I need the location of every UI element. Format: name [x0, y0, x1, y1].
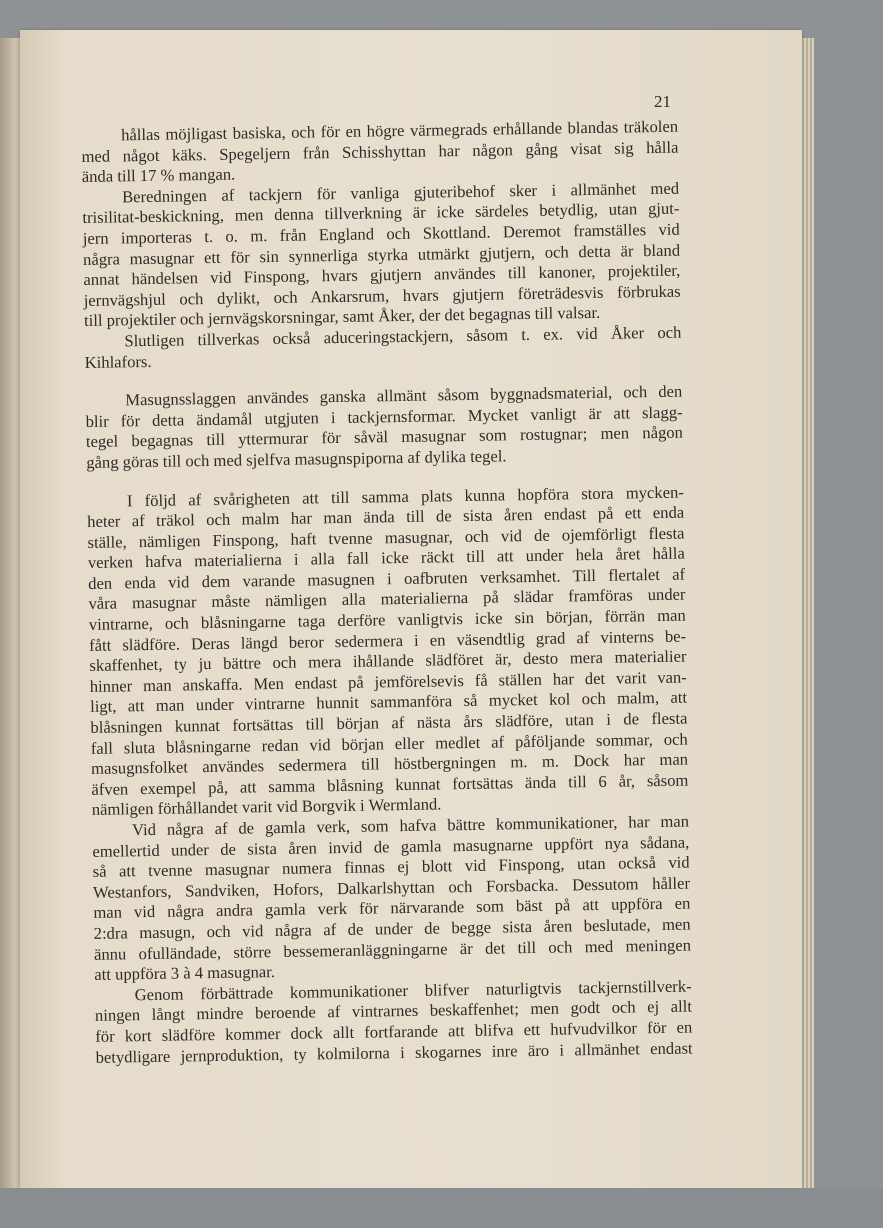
text-line: vintrarne, och blåsningarne taga derföre vanligtvis icke sin början, förrän man — [88, 605, 686, 634]
text-line: med något käks. Spegeljern från Schisshyttan har någon gång visat sig hålla — [81, 137, 679, 166]
text-line: äfven exempel på, att samma blåsning kunnat fortsättas ända till 6 år, såsom — [91, 770, 689, 799]
text-line: Vid några af de gamla verk, som hafva bättre kommunikationer, har man — [131, 811, 690, 840]
text-line: ännu ofulländade, större bessemeranläggningarne är det till och med meningen — [93, 935, 692, 964]
text-line: blir för detta ändamål utgjuten i tackjernsformar. Mycket vanligt är att slagg- — [85, 402, 683, 431]
page-number: 21 — [654, 92, 671, 111]
text-line: Masugnsslaggen användes ganska allmänt såsom byggnadsmaterial, och den — [125, 381, 683, 410]
text-line: jernvägshjul och dylikt, och Ankarsrum, hvars gjutjern företrädesvis förbrukas — [83, 281, 681, 310]
text-line: nämligen förhållandet varit vid Borgvik i Wermland. — [91, 794, 442, 820]
text-line: ningen långt mindre beroende af vintrarnes beskaffenhet; men godt och ej allt — [94, 996, 693, 1026]
text-line: 2:dra masugn, och vid några af de under de begge sista åren beslutade, men — [93, 914, 691, 943]
text-line: fall sluta blåsningarne redan vid början eller medlet af påföljande sommar, och — [90, 729, 688, 758]
text-line: Slutligen tillverkas också aduceringstackjern, såsom t. ex. vid Åker och — [124, 322, 682, 351]
text-line: heter af träkol och malm har man ända till de sista åren endast på ett enda — [87, 502, 685, 532]
text-line: den enda vid dem varande masugnen i oafbruten verksamhet. Till flertalet af — [88, 564, 686, 593]
text-line: fått slädföre. Deras längd beror sedermera i en väsendtlig grad af vinterns be- — [89, 626, 687, 655]
text-line: Kihlafors. — [84, 351, 152, 372]
text-line: hinner man anskaffa. Men endast på jemförelsevis få ställen har det varit van- — [89, 667, 687, 696]
book-page — [20, 30, 802, 1188]
text-line: några masugnar ett för sin synnerliga styrka utmärkt gjutjern, och detta är bland — [82, 240, 681, 269]
body-text — [81, 117, 693, 1068]
text-line: till projektiler och jernvägskorsningar, samt Åker, der det begagnas till valsar. — [83, 303, 601, 331]
text-line: annat händelsen vid Finspong, hvars gjutjern användes till kanoner, projektiler, — [83, 260, 681, 290]
text-line: hållas möjligast basiska, och för en högre värmegrads erhållande blandas träkolen — [120, 116, 679, 145]
text-line: gång göras till och med sjelfva masugnspiporna af dylika tegel. — [86, 446, 507, 472]
scan-background — [0, 1188, 883, 1228]
text-line: tegel begagnas till yttermurar för såväl masugnar som rostugnar; men någon — [85, 422, 684, 452]
text-line: så att tvenne masugnar numera finnas ej blott vid Finspong, utan också vid — [92, 852, 690, 882]
text-line: för kort slädföre kommer dock allt fortfarande att blifva ett hufvudvilkor för en — [95, 1017, 693, 1046]
text-line: I följd af svårigheten att till samma plats kunna hopföra stora mycken- — [126, 482, 684, 510]
text-line: ligt, att man under vintrarne hunnit sammanföra så mycket kol och malm, att — [89, 687, 688, 717]
text-line: att uppföra 3 à 4 masugnar. — [94, 962, 276, 985]
text-line: ända till 17 % mangan. — [81, 164, 236, 187]
text-line: Westanfors, Sandviken, Hofors, Dalkarlshyttan och Forsbacka. Dessutom håller — [92, 873, 691, 902]
text-line: jern importeras t. o. m. från England och Skottland. Deremot framställes vid — [82, 219, 680, 248]
text-line: blåsningen kunnat fortsättas till början af nästa års slädföre, utan i de flesta — [90, 708, 688, 737]
text-line: man vid några andra gamla verk för närvarande som bäst på att uppföra en — [93, 893, 691, 923]
text-line: emellertid under de sista åren invid de gamla masugnarne uppfört nya sådana, — [92, 832, 690, 861]
text-line: betydligare jernproduktion, ty kolmilorna i skogarnes inre äro i allmänhet endast — [95, 1038, 693, 1067]
text-line: våra masugnar måste nämligen alla materialierna på slädar framföras under — [88, 585, 686, 614]
text-line: ställe, nämligen Finspong, haft tvenne masugnar, och vid de ojemförligt flesta — [87, 523, 685, 552]
text-line: Beredningen af tackjern för vanliga gjuteribehof sker i allmänhet med — [121, 178, 680, 207]
text-line: skaffenhet, ty ju bättre och mera ihållande slädföret är, desto mera materialier — [89, 646, 687, 676]
text-line: verken hafva materialierna i alla fall icke räckt till att under hela året hålla — [87, 543, 685, 573]
text-line: Genom förbättrade kommunikationer blifver naturligtvis tackjernstillverk- — [134, 976, 692, 1005]
text-line: masugnsfolket användes sedermera till höstbergningen m. m. Dock har man — [90, 749, 689, 779]
text-line: trisilitat-beskickning, men denna tillverkning är icke särdeles betydlig, utan gjut- — [82, 198, 680, 228]
